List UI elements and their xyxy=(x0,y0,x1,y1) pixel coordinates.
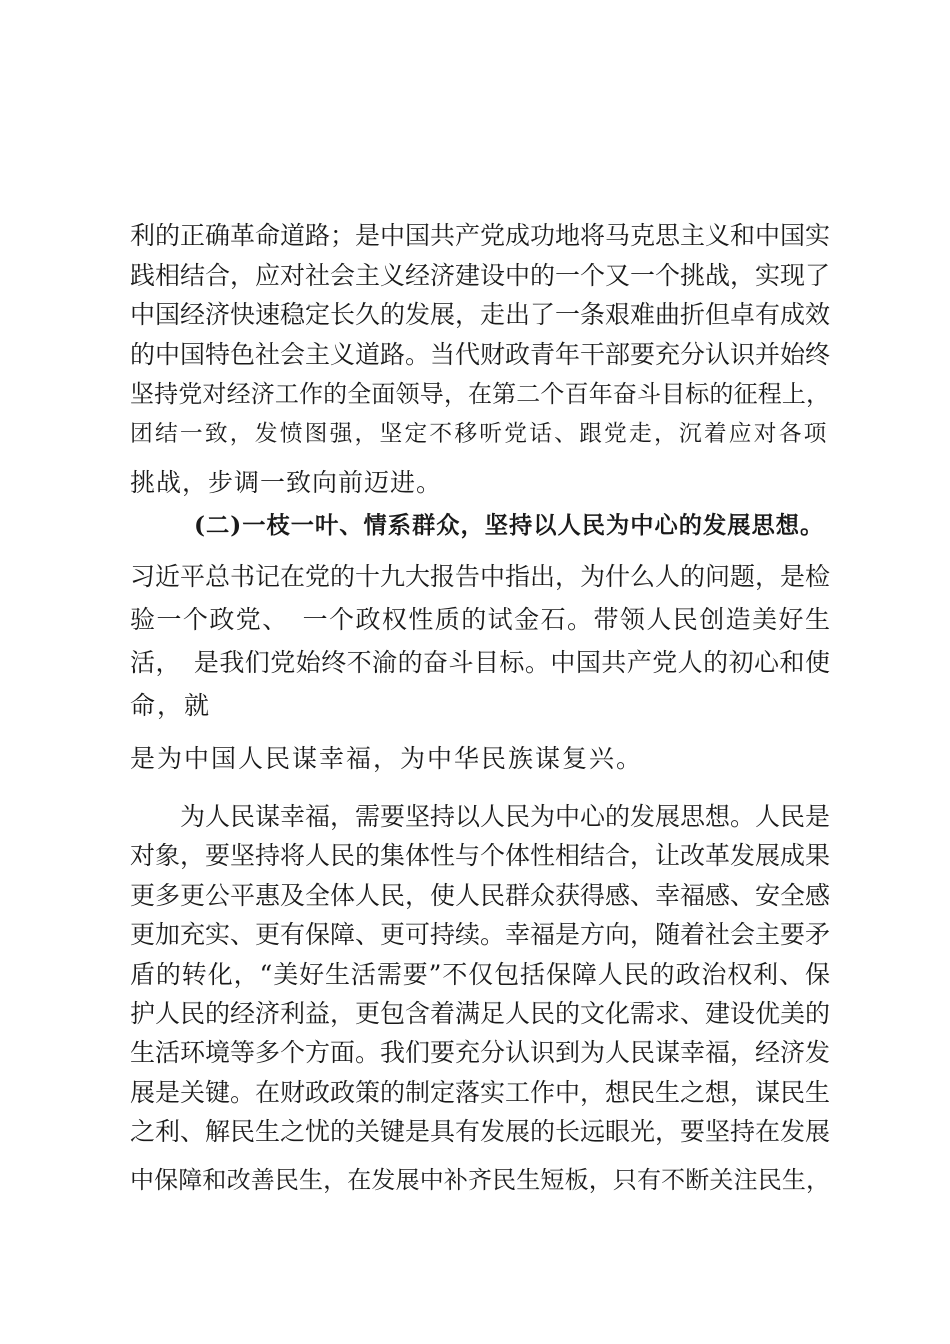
paragraph-3-line-6: 护人民的经济利益，更包含着满足人民的文化需求、建设优美的 xyxy=(130,999,831,1028)
section-heading: (二)一枝一叶、情系群众，坚持以人民为中心的发展思想。 xyxy=(194,512,825,539)
paragraph-2-line-3: 活， 是我们党始终不渝的奋斗目标。中国共产党人的初心和使 xyxy=(130,648,830,677)
paragraph-3-line-3: 更多更公平惠及全体人民，使人民群众获得感、幸福感、安全感 xyxy=(130,881,831,910)
paragraph-2-line-1: 习近平总书记在党的十九大报告中指出，为什么人的问题，是检 xyxy=(130,562,831,591)
paragraph-1-line-5: 坚持党对经济工作的全面领导，在第二个百年奋斗目标的征程上， xyxy=(130,380,830,408)
paragraph-1-line-2: 践相结合，应对社会主义经济建设中的一个又一个挑战，实现了 xyxy=(130,261,831,290)
paragraph-3-line-10: 中保障和改善民生，在发展中补齐民生短板，只有不断关注民生， xyxy=(130,1166,830,1194)
paragraph-2-line-4: 命，就 xyxy=(130,691,212,720)
paragraph-3-line-2: 对象，要坚持将人民的集体性与个体性相结合，让改革发展成果 xyxy=(130,841,831,870)
paragraph-1-line-1: 利的正确革命道路；是中国共产党成功地将马克思主义和中国实 xyxy=(130,221,831,250)
paragraph-1-line-4: 的中国特色社会主义道路。当代财政青年干部要充分认识并始终 xyxy=(130,340,831,369)
paragraph-3-line-9: 之利、解民生之忧的关键是具有发展的长远眼光，要坚持在发展 xyxy=(130,1117,831,1146)
paragraph-1-line-6: 团结一致，发愤图强，坚定不移听党话、跟党走，沉着应对各项 xyxy=(130,421,829,447)
paragraph-3-line-5: 盾的转化，“美好生活需要”不仅包括保障人民的政治权利、保 xyxy=(130,960,830,989)
paragraph-3-line-1: 为人民谋幸福，需要坚持以人民为中心的发展思想。人民是 xyxy=(130,802,831,831)
paragraph-1-line-7: 挑战，步调一致向前迈进。 xyxy=(130,468,443,497)
paragraph-3-line-8: 展是关键。在财政政策的制定落实工作中，想民生之想，谋民生 xyxy=(130,1078,831,1107)
paragraph-3-line-4: 更加充实、更有保障、更可持续。幸福是方向，随着社会主要矛 xyxy=(130,920,831,949)
paragraph-2-line-2: 验一个政党、 一个政权性质的试金石。带领人民创造美好生 xyxy=(130,605,830,634)
paragraph-2-line-5: 是为中国人民谋幸福，为中华民族谋复兴。 xyxy=(130,744,644,773)
paragraph-1-line-3: 中国经济快速稳定长久的发展，走出了一条艰难曲折但卓有成效 xyxy=(130,300,831,329)
paragraph-3-line-7: 生活环境等多个方面。我们要充分认识到为人民谋幸福，经济发 xyxy=(130,1038,831,1067)
